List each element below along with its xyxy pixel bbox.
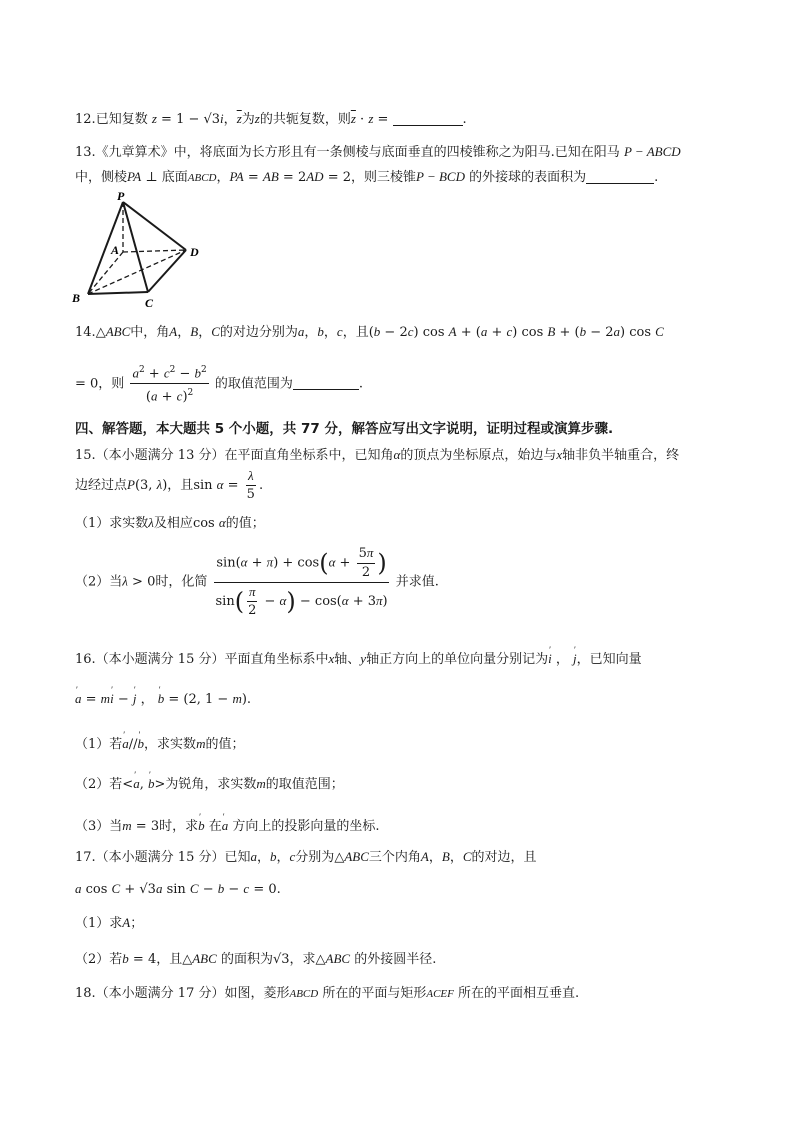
answer-blank-14[interactable] (293, 375, 359, 390)
question-13-line1: 13.《九章算术》中，将底面为长方形且有一条侧棱与底面垂直的四棱锥称之为阳马.已知在阳马 P − ABCD (75, 144, 681, 160)
question-16-part2: （2）若<′ a, ′ b>为锐角，求实数m的取值范围； (75, 775, 344, 794)
question-16-line2: ′ a = m′ i − ′ j ， ′ b = (2, 1 − m). (75, 690, 251, 709)
label-P: P (117, 189, 125, 203)
question-17-part2: （2）若b = 4，且△ABC 的面积为√3，求△ABC 的外接圆半径. (75, 951, 437, 967)
label-C: C (145, 296, 154, 310)
label-B: B (72, 291, 81, 305)
question-16-line1: 16.（本小题满分 15 分）平面直角坐标系中x轴、y轴正方向上的单位向量分别记为′ i ， ′ j，已知向量 (75, 650, 642, 669)
question-16-part3: （3）当m = 3时，求′ b 在′ a 方向上的投影向量的坐标. (75, 817, 380, 836)
question-16-part1: （1）若′ a//′ b，求实数m的值； (75, 735, 244, 754)
math-z-def: z (151, 111, 157, 126)
question-17-line1: 17.（本小题满分 15 分）已知a，b，c分别为△ABC三个内角A，B，C的对边，且 (75, 849, 537, 865)
question-15-part2: （2）当λ > 0时，化简 sin(α + π) + cos(α + $\frac{5\pi}{2}$ ) sin( $\frac{\pi}{2}$ − α) − cos(α + 3π) 并求值. (75, 545, 439, 618)
section-4-heading: 四、解答题，本大题共 5 个小题，共 77 分，解答应写出文字说明，证明过程或演算步骤. (75, 421, 614, 437)
question-14-line1: 14.△ABC中，角A，B，C的对边分别为a，b，c，且(b − 2c) cos A + (a + c) cos B + (b − 2a) cos C (75, 324, 664, 340)
question-17-part1: （1）求A； (75, 915, 144, 931)
pyramid-figure (68, 188, 208, 310)
answer-blank-13[interactable] (586, 169, 654, 184)
question-15-line2: 边经过点P(3, λ)，且sin α = $\frac{\lambda}{5}$ . (75, 468, 264, 502)
question-15-line1: 15.（本小题满分 13 分）在平面直角坐标系中，已知角α的顶点为坐标原点，始边与x轴非负半轴重合，终 (75, 447, 680, 463)
question-13-line2: 中，侧棱PA ⊥ 底面ABCD，PA = AB = 2AD = 2，则三棱锥P − BCD 的外接球的表面积为 . (75, 169, 659, 185)
question-18-line1: 18.（本小题满分 17 分）如图，菱形ABCD 所在的平面与矩形ACEF 所在的平面相互垂直. (75, 986, 580, 1001)
fraction-14: $\frac{a^2 + c^2 - b^2}{(a + c)^2}$ (130, 362, 208, 406)
fraction-15-2: sin(α + π) + cos(α + $\frac{5\pi}{2}$ ) sin( $\frac{\pi}{2}$ − α) − cos(α + 3π) (215, 545, 388, 618)
question-14-line2: = 0，则 $\frac{a^2 + c^2 - b^2}{(a + c)^2}$ 的取值范围为 . (75, 362, 363, 406)
question-15-part1: （1）求实数λ及相应cos α的值； (75, 515, 265, 531)
fraction-15: $\frac{\lambda}{5}$ (246, 468, 255, 502)
question-17-line2: a cos C + √3a sin C − b − c = 0. (75, 881, 281, 897)
question-12: 12.已知复数 z = 1 − √3i，$\overline{z}$为z的共轭复数，则$\overline{z} \cdot z$ = . (75, 111, 467, 127)
answer-blank-12[interactable] (393, 111, 463, 126)
label-A: A (111, 243, 120, 257)
label-D: D (190, 245, 199, 259)
